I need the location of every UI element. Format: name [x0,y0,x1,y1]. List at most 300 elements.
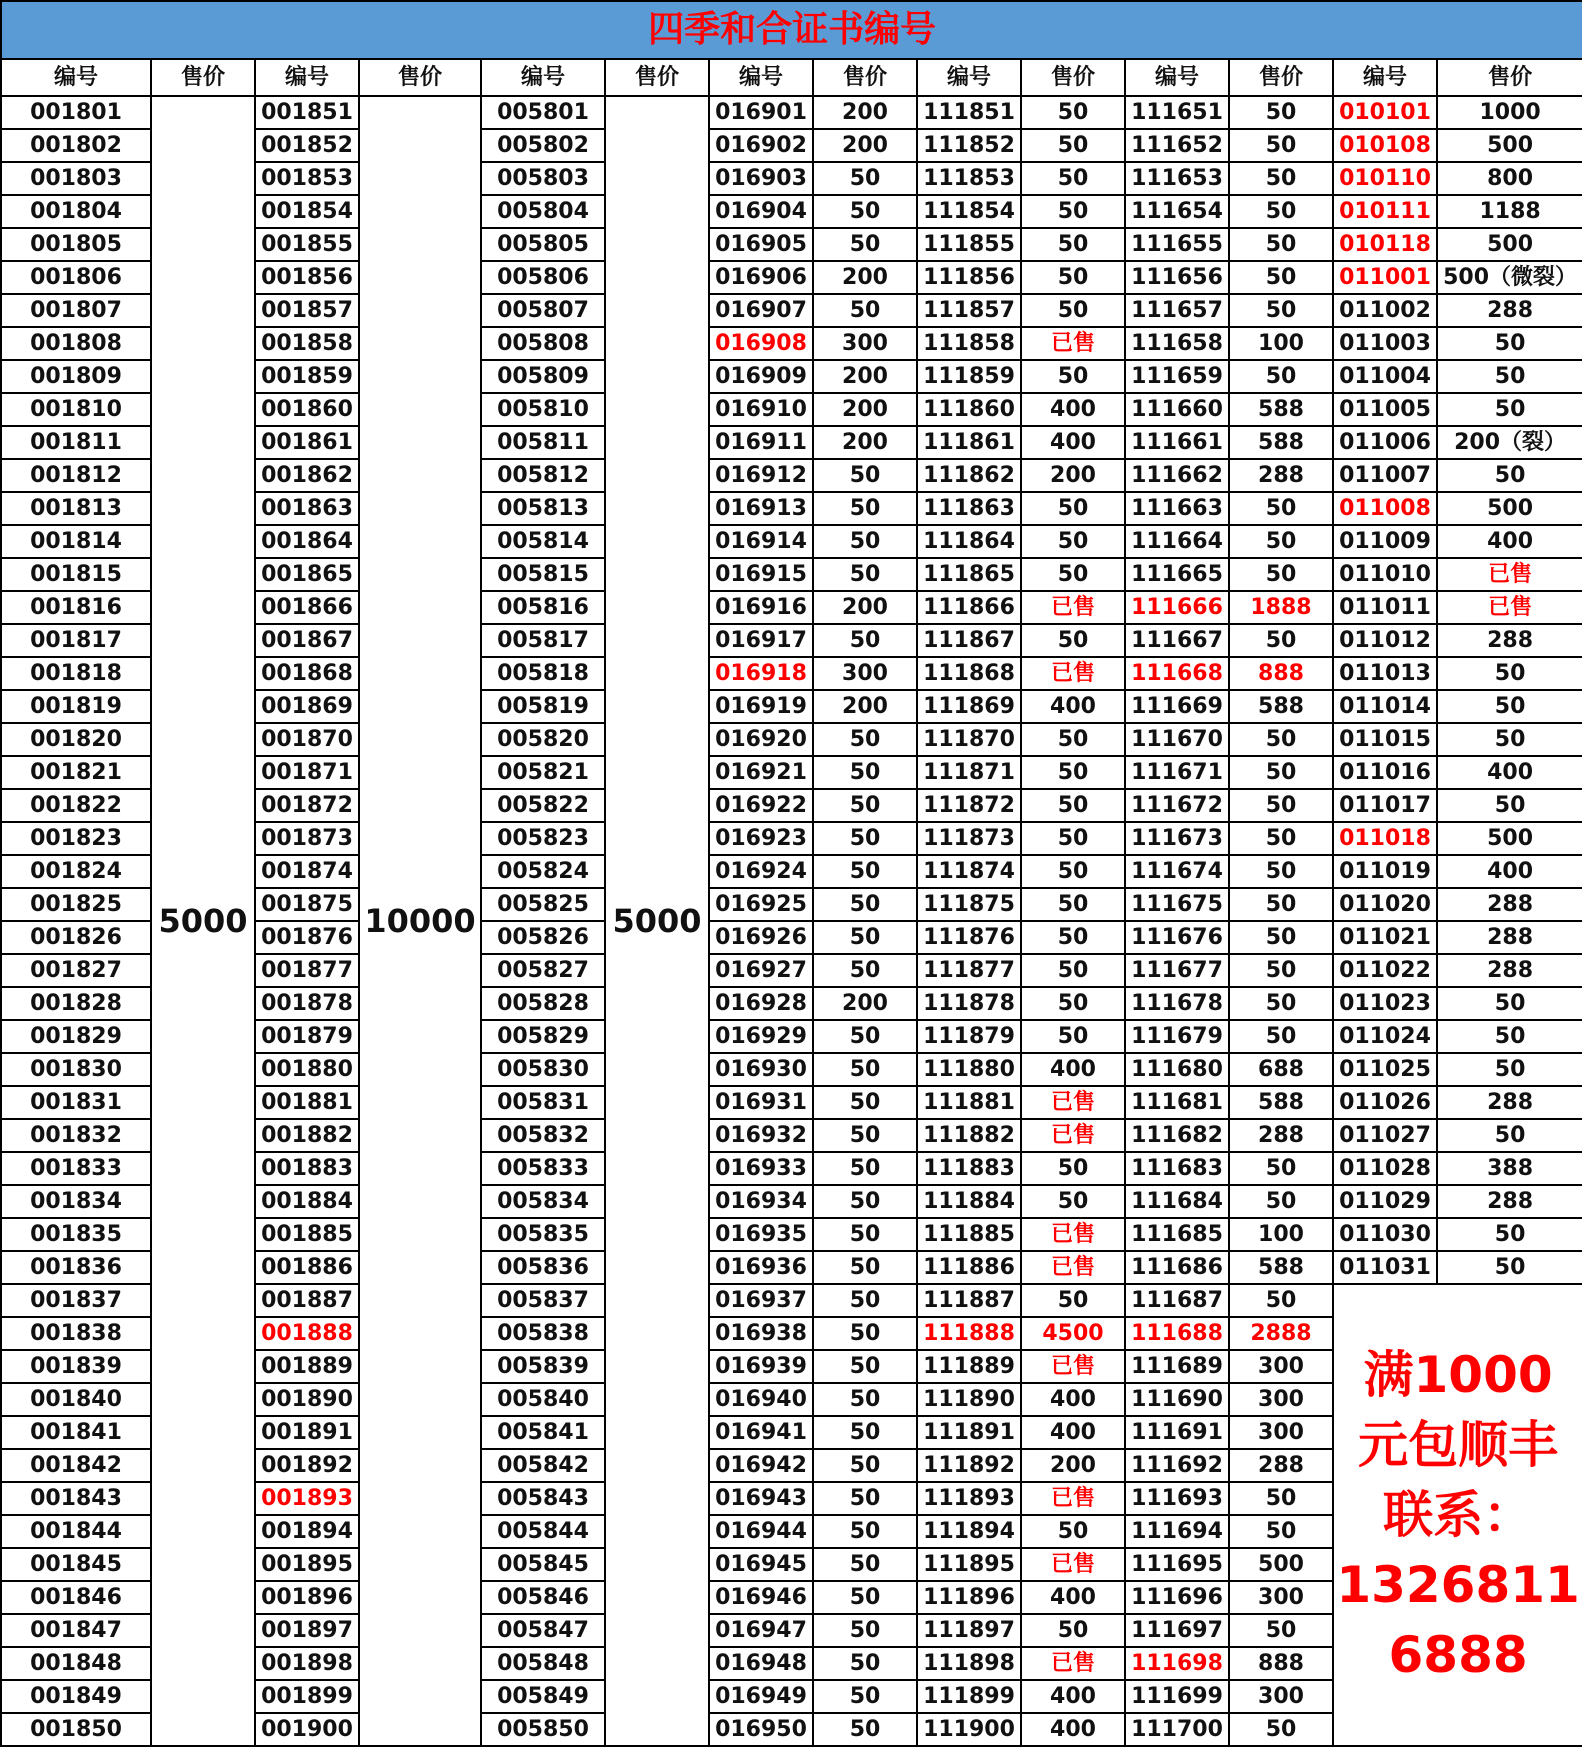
cert-price: 50 [813,1119,917,1152]
cert-code: 011004 [1333,360,1437,393]
cert-code: 011020 [1333,888,1437,921]
cert-price: 50 [1437,459,1582,492]
promo-phone-line: 6888 [1388,1626,1528,1684]
cert-code: 005805 [481,228,605,261]
cert-code: 111890 [917,1383,1021,1416]
cert-code: 111884 [917,1185,1021,1218]
cert-code: 111662 [1125,459,1229,492]
cert-price: 50 [1021,492,1125,525]
cert-price: 100 [1229,1218,1333,1251]
cert-price: 50 [1229,228,1333,261]
cert-code: 001819 [1,690,151,723]
cert-code: 005832 [481,1119,605,1152]
cert-code: 001851 [255,96,359,129]
cert-code: 016929 [709,1020,813,1053]
cert-code: 016925 [709,888,813,921]
cert-code: 005842 [481,1449,605,1482]
cert-price: 50 [1229,1284,1333,1317]
cert-code: 111658 [1125,327,1229,360]
cert-code: 111693 [1125,1482,1229,1515]
cert-price: 50 [813,459,917,492]
cert-code: 001837 [1,1284,151,1317]
cert-code: 001875 [255,888,359,921]
cert-code: 111879 [917,1020,1021,1053]
cert-code: 111657 [1125,294,1229,327]
cert-price: 已售 [1021,1218,1125,1251]
cert-price: 400 [1021,1713,1125,1746]
header-code-4: 编号 [709,59,813,96]
cert-price: 588 [1229,426,1333,459]
cert-price: 已售 [1021,1647,1125,1680]
cert-code: 111887 [917,1284,1021,1317]
cert-code: 001802 [1,129,151,162]
cert-code: 005846 [481,1581,605,1614]
cert-code: 011030 [1333,1218,1437,1251]
cert-price: 288 [1437,921,1582,954]
cert-code: 111896 [917,1581,1021,1614]
cert-price: 50 [1021,888,1125,921]
cert-code: 111868 [917,657,1021,690]
cert-code: 005826 [481,921,605,954]
header-price-4: 售价 [813,59,917,96]
cert-code: 111666 [1125,591,1229,624]
cert-code: 011002 [1333,294,1437,327]
cert-price: 400 [1021,690,1125,723]
cert-code: 001858 [255,327,359,360]
cert-code: 111688 [1125,1317,1229,1350]
cert-code: 005828 [481,987,605,1020]
cert-code: 001884 [255,1185,359,1218]
cert-code: 111689 [1125,1350,1229,1383]
promo-line: 元包顺丰 [1358,1416,1559,1474]
cert-code: 111652 [1125,129,1229,162]
cert-code: 111889 [917,1350,1021,1383]
promo-phone-line: 1326811 [1336,1556,1580,1614]
cert-code: 111663 [1125,492,1229,525]
cert-code: 111871 [917,756,1021,789]
cert-code: 005818 [481,657,605,690]
cert-code: 001811 [1,426,151,459]
cert-price: 50 [1021,195,1125,228]
cert-code: 111681 [1125,1086,1229,1119]
cert-code: 005821 [481,756,605,789]
cert-price: 500 [1437,492,1582,525]
cert-code: 011007 [1333,459,1437,492]
cert-code: 016924 [709,855,813,888]
cert-code: 111859 [917,360,1021,393]
cert-code: 001881 [255,1086,359,1119]
cert-price: 1888 [1229,591,1333,624]
cert-code: 001892 [255,1449,359,1482]
cert-price: 50 [813,525,917,558]
cert-price: 400 [1021,1581,1125,1614]
cert-code: 016911 [709,426,813,459]
cert-code: 111866 [917,591,1021,624]
cert-price: 300 [1229,1581,1333,1614]
cert-price: 500（微裂） [1437,261,1582,294]
cert-code: 111867 [917,624,1021,657]
cert-code: 011010 [1333,558,1437,591]
header-price-1: 售价 [151,59,255,96]
cert-price: 288 [1437,1185,1582,1218]
cert-price: 50 [1021,162,1125,195]
cert-code: 005815 [481,558,605,591]
cert-price: 50 [813,1185,917,1218]
cert-code: 111676 [1125,921,1229,954]
cert-code: 001864 [255,525,359,558]
cert-code: 011011 [1333,591,1437,624]
cert-price: 400 [1021,1383,1125,1416]
cert-price: 50 [1229,789,1333,822]
cert-code: 011031 [1333,1251,1437,1284]
cert-price: 已售 [1021,1119,1125,1152]
cert-code: 111863 [917,492,1021,525]
cert-code: 016927 [709,954,813,987]
cert-price: 50 [813,888,917,921]
cert-code: 005801 [481,96,605,129]
cert-code: 011025 [1333,1053,1437,1086]
cert-code: 111682 [1125,1119,1229,1152]
cert-code: 011023 [1333,987,1437,1020]
cert-price: 500 [1437,129,1582,162]
cert-price: 500 [1229,1548,1333,1581]
cert-code: 111670 [1125,723,1229,756]
cert-code: 001872 [255,789,359,822]
cert-code: 011024 [1333,1020,1437,1053]
cert-code: 001835 [1,1218,151,1251]
cert-code: 111697 [1125,1614,1229,1647]
cert-code: 111684 [1125,1185,1229,1218]
cert-code: 001847 [1,1614,151,1647]
cert-code: 001834 [1,1185,151,1218]
cert-price: 688 [1229,1053,1333,1086]
cert-code: 001812 [1,459,151,492]
cert-price: 50 [1021,1152,1125,1185]
cert-code: 010110 [1333,162,1437,195]
cert-code: 001856 [255,261,359,294]
cert-code: 005831 [481,1086,605,1119]
cert-price: 50 [1229,921,1333,954]
cert-code: 001867 [255,624,359,657]
cert-code: 111691 [1125,1416,1229,1449]
cert-price: 1000 [1437,96,1582,129]
cert-code: 111860 [917,393,1021,426]
cert-code: 111695 [1125,1548,1229,1581]
cert-price: 50 [813,228,917,261]
cert-price: 50 [813,1350,917,1383]
cert-price: 50 [813,558,917,591]
cert-code: 016909 [709,360,813,393]
cert-code: 001845 [1,1548,151,1581]
merged-price-g3: 5000 [605,96,709,1746]
cert-code: 111883 [917,1152,1021,1185]
cert-price: 已售 [1021,657,1125,690]
cert-price: 已售 [1437,558,1582,591]
header-price-6: 售价 [1229,59,1333,96]
cert-price: 50 [1021,96,1125,129]
cert-code: 001825 [1,888,151,921]
cert-price: 200 [813,690,917,723]
cert-code: 001883 [255,1152,359,1185]
promo-line: 满1000 [1363,1346,1553,1404]
cert-price: 50 [1437,1251,1582,1284]
cert-code: 001886 [255,1251,359,1284]
header-price-2: 售价 [359,59,481,96]
cert-price: 300 [1229,1416,1333,1449]
cert-code: 005824 [481,855,605,888]
cert-code: 016915 [709,558,813,591]
cert-code: 005825 [481,888,605,921]
cert-code: 016935 [709,1218,813,1251]
cert-code: 111700 [1125,1713,1229,1746]
cert-code: 001862 [255,459,359,492]
cert-code: 111653 [1125,162,1229,195]
cert-code: 001806 [1,261,151,294]
cert-code: 016906 [709,261,813,294]
cert-code: 016921 [709,756,813,789]
merged-price-g1: 5000 [151,96,255,1746]
cert-code: 005844 [481,1515,605,1548]
cert-code: 005837 [481,1284,605,1317]
cert-price: 50 [1021,294,1125,327]
cert-code: 005814 [481,525,605,558]
cert-code: 005822 [481,789,605,822]
cert-price: 50 [1021,723,1125,756]
cert-code: 001897 [255,1614,359,1647]
cert-price: 50 [813,822,917,855]
cert-code: 016905 [709,228,813,261]
cert-code: 001878 [255,987,359,1020]
cert-code: 005813 [481,492,605,525]
cert-code: 111667 [1125,624,1229,657]
cert-code: 001865 [255,558,359,591]
cert-code: 016947 [709,1614,813,1647]
cert-price: 200 [813,360,917,393]
cert-price: 288 [1229,1449,1333,1482]
cert-price: 800 [1437,162,1582,195]
cert-price: 50 [813,1515,917,1548]
cert-price: 50 [813,1053,917,1086]
cert-price: 50 [813,1482,917,1515]
cert-code: 111686 [1125,1251,1229,1284]
cert-code: 111894 [917,1515,1021,1548]
header-code-7: 编号 [1333,59,1437,96]
cert-price: 200 [1021,1449,1125,1482]
cert-code: 001857 [255,294,359,327]
cert-price: 50 [1437,1053,1582,1086]
cert-price: 50 [1437,987,1582,1020]
cert-code: 001807 [1,294,151,327]
cert-price: 400 [1021,1416,1125,1449]
cert-price: 500 [1437,822,1582,855]
cert-code: 111858 [917,327,1021,360]
cert-code: 001813 [1,492,151,525]
cert-code: 005811 [481,426,605,459]
cert-code: 111888 [917,1317,1021,1350]
cert-code: 001868 [255,657,359,690]
cert-code: 001829 [1,1020,151,1053]
cert-code: 001836 [1,1251,151,1284]
cert-price: 50 [1229,1515,1333,1548]
cert-code: 005849 [481,1680,605,1713]
cert-code: 005827 [481,954,605,987]
cert-price: 500 [1437,228,1582,261]
cert-code: 016914 [709,525,813,558]
cert-price: 50 [813,954,917,987]
cert-code: 005833 [481,1152,605,1185]
cert-price: 50 [813,1218,917,1251]
cert-code: 001888 [255,1317,359,1350]
cert-price: 50 [1021,525,1125,558]
cert-code: 111897 [917,1614,1021,1647]
cert-price: 50 [813,492,917,525]
cert-code: 005816 [481,591,605,624]
cert-code: 005830 [481,1053,605,1086]
cert-price: 50 [813,723,917,756]
promo-line: 联系： [1383,1486,1534,1544]
cert-code: 111878 [917,987,1021,1020]
cert-code: 111671 [1125,756,1229,789]
cert-code: 005841 [481,1416,605,1449]
cert-code: 005847 [481,1614,605,1647]
cert-price: 50 [1021,789,1125,822]
cert-code: 111852 [917,129,1021,162]
cert-code: 011005 [1333,393,1437,426]
cert-code: 001846 [1,1581,151,1614]
cert-price: 50 [1021,954,1125,987]
cert-code: 001832 [1,1119,151,1152]
cert-code: 001863 [255,492,359,525]
cert-price: 400 [1021,393,1125,426]
cert-price: 288 [1437,954,1582,987]
cert-code: 011022 [1333,954,1437,987]
cert-price: 288 [1437,1086,1582,1119]
cert-code: 011029 [1333,1185,1437,1218]
cert-code: 016923 [709,822,813,855]
cert-price: 50 [1021,558,1125,591]
cert-code: 016902 [709,129,813,162]
cert-price: 50 [1229,195,1333,228]
cert-code: 001840 [1,1383,151,1416]
cert-code: 011021 [1333,921,1437,954]
cert-code: 005836 [481,1251,605,1284]
cert-price: 50 [1229,987,1333,1020]
cert-code: 001817 [1,624,151,657]
cert-price: 50 [1021,921,1125,954]
cert-code: 016912 [709,459,813,492]
cert-price: 300 [813,657,917,690]
cert-code: 111880 [917,1053,1021,1086]
cert-price: 50 [1229,756,1333,789]
cert-code: 005817 [481,624,605,657]
cert-code: 016945 [709,1548,813,1581]
cert-code: 005809 [481,360,605,393]
cert-code: 111876 [917,921,1021,954]
cert-code: 111694 [1125,1515,1229,1548]
cert-code: 111861 [917,426,1021,459]
cert-price: 50 [1021,1515,1125,1548]
cert-code: 001891 [255,1416,359,1449]
cert-code: 001877 [255,954,359,987]
cert-price: 200 [813,987,917,1020]
cert-code: 001873 [255,822,359,855]
cert-price: 300 [1229,1350,1333,1383]
cert-price: 50 [1437,690,1582,723]
cert-code: 111886 [917,1251,1021,1284]
cert-code: 016940 [709,1383,813,1416]
cert-code: 111673 [1125,822,1229,855]
cert-price: 1188 [1437,195,1582,228]
cert-code: 001839 [1,1350,151,1383]
cert-code: 111877 [917,954,1021,987]
cert-price: 已售 [1021,1548,1125,1581]
cert-code: 005840 [481,1383,605,1416]
header-price-7: 售价 [1437,59,1582,96]
header-price-5: 售价 [1021,59,1125,96]
cert-code: 001822 [1,789,151,822]
cert-code: 016908 [709,327,813,360]
cert-code: 016937 [709,1284,813,1317]
cert-code: 111891 [917,1416,1021,1449]
cert-price: 50 [1229,888,1333,921]
cert-code: 111893 [917,1482,1021,1515]
cert-price: 50 [813,789,917,822]
cert-code: 111699 [1125,1680,1229,1713]
cert-price: 50 [1021,855,1125,888]
cert-code: 111881 [917,1086,1021,1119]
cert-price: 50 [813,624,917,657]
cert-code: 111656 [1125,261,1229,294]
cert-code: 016946 [709,1581,813,1614]
cert-price: 400 [1437,525,1582,558]
cert-code: 016916 [709,591,813,624]
cert-code: 001895 [255,1548,359,1581]
cert-code: 001893 [255,1482,359,1515]
header-code-5: 编号 [917,59,1021,96]
cert-code: 001801 [1,96,151,129]
cert-price: 888 [1229,1647,1333,1680]
cert-code: 011026 [1333,1086,1437,1119]
cert-code: 001803 [1,162,151,195]
cert-price: 50 [813,1548,917,1581]
cert-code: 111685 [1125,1218,1229,1251]
cert-price: 50 [1229,294,1333,327]
cert-price: 已售 [1437,591,1582,624]
cert-code: 111895 [917,1548,1021,1581]
cert-code: 016934 [709,1185,813,1218]
cert-code: 011013 [1333,657,1437,690]
cert-code: 016919 [709,690,813,723]
cert-code: 001894 [255,1515,359,1548]
cert-price: 50 [813,1086,917,1119]
cert-code: 111659 [1125,360,1229,393]
cert-code: 111885 [917,1218,1021,1251]
cert-code: 005843 [481,1482,605,1515]
merged-price-g2: 10000 [359,96,481,1746]
cert-code: 001896 [255,1581,359,1614]
cert-code: 111654 [1125,195,1229,228]
cert-code: 011015 [1333,723,1437,756]
cert-code: 001870 [255,723,359,756]
cert-code: 001830 [1,1053,151,1086]
cert-code: 001808 [1,327,151,360]
cert-code: 016942 [709,1449,813,1482]
cert-price: 已售 [1021,327,1125,360]
cert-price: 50 [813,756,917,789]
cert-price: 已售 [1021,1086,1125,1119]
cert-code: 111675 [1125,888,1229,921]
cert-price: 50 [1229,360,1333,393]
